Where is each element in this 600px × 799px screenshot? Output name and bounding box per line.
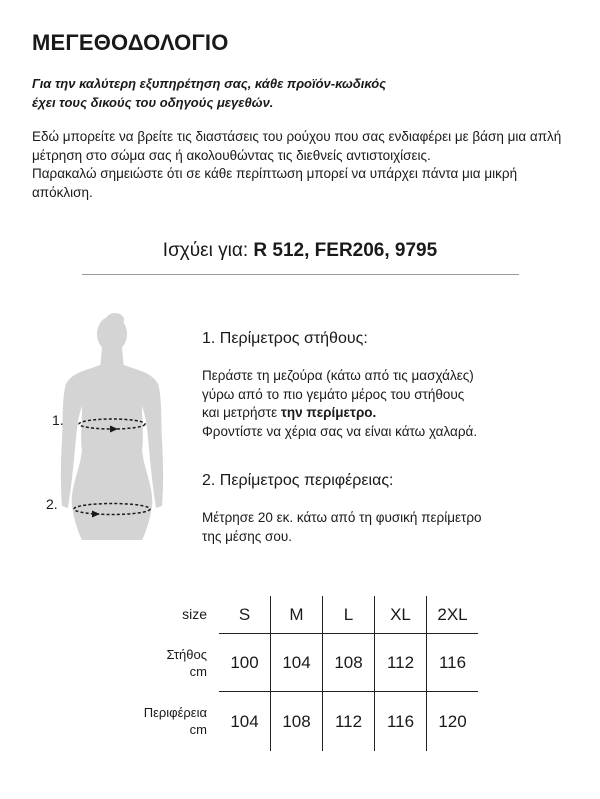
- intro-bold-text: [32, 74, 572, 112]
- hip-section-text: [202, 509, 562, 546]
- chest-line1: Περάστε τη μεζούρα (κάτω από τις μασχάλες): [202, 368, 474, 383]
- row-label-chest: [109, 634, 219, 692]
- value-cell: 112: [323, 692, 375, 752]
- value-cell: 120: [427, 692, 479, 752]
- intro-paragraph1: Εδώ μπορείτε να βρείτε τις διαστάσεις του ρούχου που σας ενδιαφέρει με βάση μια απλή μέτρηση στο σώμα σας ή ακολουθώντας τις διεθνείς αντιστοιχίσεις.: [32, 129, 562, 163]
- size-cell: L: [323, 596, 375, 634]
- chest-marker: 1.: [52, 412, 64, 428]
- size-table: [109, 596, 478, 751]
- size-cell: 2XL: [427, 596, 479, 634]
- chest-line4: Φροντίστε να χέρια σας να είναι κάτω χαλαρά.: [202, 423, 478, 439]
- applies-to: [0, 240, 600, 262]
- chest-line3-bold: την περίμετρο.: [280, 405, 377, 420]
- row-label-line1: Στήθος: [166, 646, 207, 662]
- hip-line2: της μέσης σου.: [202, 528, 292, 544]
- value-cell: 104: [230, 711, 259, 731]
- size-header-row: [109, 596, 478, 634]
- body-silhouette-icon: [52, 310, 172, 550]
- chest-section-text: [202, 367, 562, 441]
- divider: [82, 274, 519, 275]
- chest-line2: γύρω από το πιο γεμάτο μέρος του στήθους: [202, 386, 465, 402]
- chest-line3-prefix: και μετρήστε: [202, 405, 281, 420]
- intro-text: [32, 128, 577, 202]
- hip-line1: Μέτρησε 20 εκ. κάτω από τη φυσική περίμετρο: [202, 510, 482, 525]
- hip-marker: 2.: [46, 496, 58, 512]
- page-title: ΜΕΓΕΘΟΔΟΛΟΓΙΟ: [32, 30, 229, 55]
- row-label-hips: [109, 692, 219, 752]
- intro-paragraph2: Παρακαλώ σημειώστε ότι σε κάθε περίπτωση μπορεί να υπάρχει πάντα μια μικρή απόκλιση.: [32, 166, 518, 200]
- row-label-line2: cm: [189, 663, 207, 679]
- row-label-line1: Περιφέρεια: [143, 705, 207, 721]
- row-label-line2: cm: [189, 722, 207, 738]
- size-cell: S: [219, 596, 271, 634]
- intro-bold-line2: έχει τους δικούς του οδηγούς μεγεθών.: [32, 95, 274, 110]
- applies-codes: R 512, FER206, 9795: [253, 240, 438, 261]
- size-cell: XL: [375, 596, 427, 634]
- table-row: [109, 634, 478, 692]
- value-cell: 108: [323, 634, 375, 692]
- value-cell: 116: [427, 634, 479, 692]
- chest-section-title: 1. Περίμετρος στήθους:: [202, 330, 368, 347]
- value-cell: 104: [271, 634, 323, 692]
- size-header-label: size: [182, 606, 207, 623]
- value-cell: 112: [375, 634, 427, 692]
- value-cell: 108: [271, 692, 323, 752]
- value-cell: 116: [375, 692, 427, 752]
- chest-line3: [202, 404, 562, 423]
- intro-bold-line1: Για την καλύτερη εξυπηρέτηση σας, κάθε προϊόν-κωδικός: [32, 76, 387, 91]
- table-row: [109, 692, 478, 752]
- value-cell: 100: [219, 634, 271, 692]
- applies-prefix: Ισχύει για:: [162, 240, 254, 261]
- size-cell: M: [271, 596, 323, 634]
- hip-section-title: 2. Περίμετρος περιφέρειας:: [202, 472, 394, 489]
